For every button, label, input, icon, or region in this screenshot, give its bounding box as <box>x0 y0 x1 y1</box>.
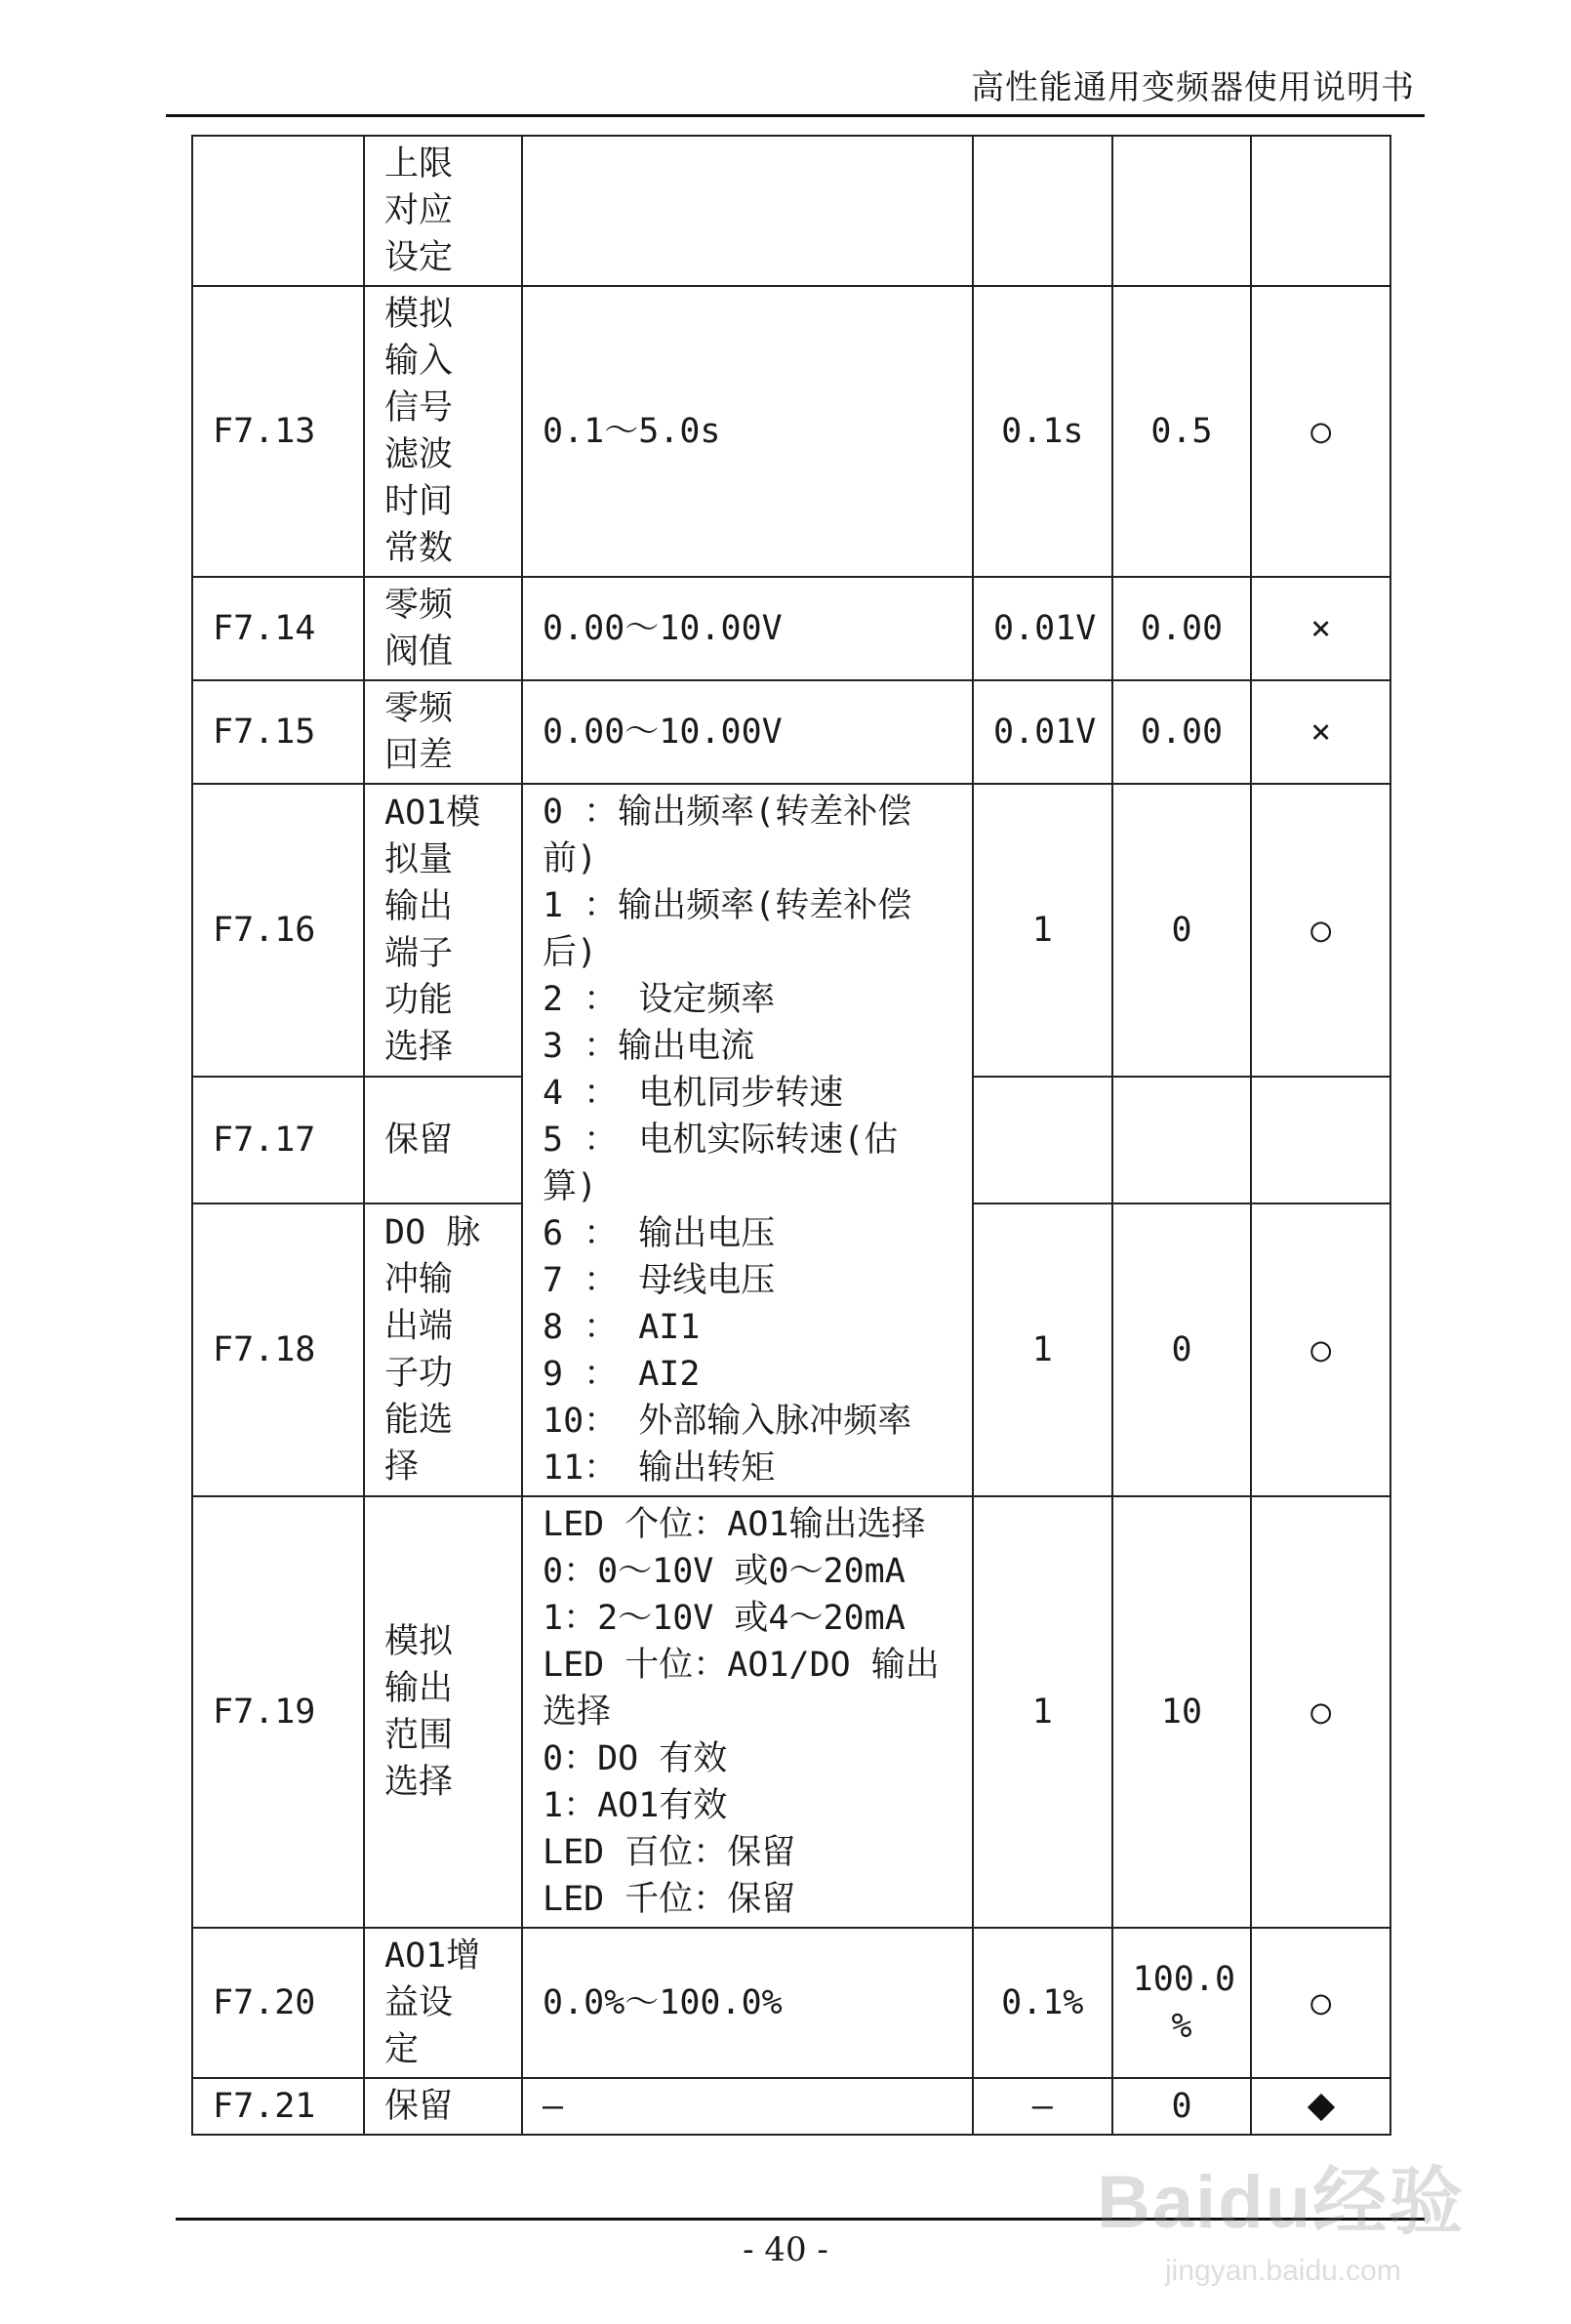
baidu-watermark <box>1097 2142 1487 2287</box>
parameter-table <box>191 135 1391 2136</box>
watermark-url: jingyan.baidu.com <box>1165 2255 1401 2287</box>
param-default <box>1112 2078 1252 2135</box>
param-unit <box>973 1077 1112 1203</box>
param-default <box>1112 784 1252 1077</box>
range-line: 0 ：输出频率(转差补偿 <box>543 793 912 832</box>
param-code: F7.19 <box>192 1496 364 1928</box>
range-line: LED 千位：保留 <box>543 1880 796 1919</box>
param-default-text: 100.0 % <box>1132 1960 1236 2046</box>
range-line: 1：AO1有效 <box>543 1786 728 1825</box>
range-line: 后) <box>543 933 598 972</box>
param-name <box>364 286 522 577</box>
param-name-text: 零频 阀值 <box>384 586 454 672</box>
page-number: - 40 - <box>743 2230 828 2269</box>
param-default-text: 0.5 <box>1150 412 1213 451</box>
param-name <box>364 136 522 286</box>
param-code: F7.20 <box>192 1928 364 2078</box>
param-default <box>1112 577 1252 680</box>
table-row <box>192 577 1390 680</box>
range-line: 0.0%～100.0% <box>543 1983 783 2022</box>
param-name-text: 零频 回差 <box>384 689 454 775</box>
param-name <box>364 1077 522 1203</box>
param-default-text: 0 <box>1171 911 1192 951</box>
param-name <box>364 1203 522 1496</box>
range-line: LED 百位：保留 <box>543 1833 796 1872</box>
param-unit: 0.1s <box>973 286 1112 577</box>
range-line: 7 ： 母线电压 <box>543 1261 776 1300</box>
range-line: 6 ： 输出电压 <box>543 1214 776 1253</box>
range-line: 0：DO 有效 <box>543 1739 728 1778</box>
param-range <box>522 286 973 577</box>
range-line: 算) <box>543 1167 598 1206</box>
param-code: F7.14 <box>192 577 364 680</box>
table-row <box>192 286 1390 577</box>
param-name-text: 模拟 输入 信号 滤波 时间 常数 <box>384 295 454 568</box>
param-unit: 1 <box>973 1496 1112 1928</box>
range-line: 0.1～5.0s <box>543 412 721 451</box>
param-range <box>522 577 973 680</box>
range-line: 1 ：输出频率(转差补偿 <box>543 886 912 925</box>
range-line: 4 ： 电机同步转速 <box>543 1074 844 1113</box>
param-range <box>522 136 973 286</box>
param-code: F7.15 <box>192 680 364 784</box>
param-modify <box>1251 1077 1390 1203</box>
range-line: LED 十位：AO1/DO 输出 <box>543 1646 940 1685</box>
param-unit: 0.01V <box>973 577 1112 680</box>
param-code: F7.18 <box>192 1203 364 1496</box>
param-default <box>1112 286 1252 577</box>
param-default-text: 10 <box>1160 1692 1203 1732</box>
param-default <box>1112 1928 1252 2078</box>
param-modify <box>1251 136 1390 286</box>
param-default <box>1112 1496 1252 1928</box>
diamond-icon <box>1308 2094 1335 2121</box>
param-default-text: 0 <box>1171 1329 1192 1369</box>
param-default-text: 0.00 <box>1140 713 1224 752</box>
param-unit <box>973 136 1112 286</box>
param-range <box>522 2078 973 2135</box>
param-name-text: DO 脉 冲输 出端 子功 能选 择 <box>384 1212 481 1487</box>
range-line: 前) <box>543 839 598 878</box>
param-default-text: 0 <box>1171 2087 1192 2126</box>
param-unit: 0.01V <box>973 680 1112 784</box>
range-line: — <box>543 2087 564 2126</box>
table-row <box>192 680 1390 784</box>
param-code: F7.21 <box>192 2078 364 2135</box>
param-range <box>522 1928 973 2078</box>
param-default <box>1112 136 1252 286</box>
param-modify: ○ <box>1251 1203 1390 1496</box>
param-name <box>364 2078 522 2135</box>
param-range-shared <box>522 784 973 1496</box>
table-row <box>192 1496 1390 1928</box>
param-unit: 1 <box>973 1203 1112 1496</box>
range-line: 0：0～10V 或0～20mA <box>543 1552 906 1591</box>
param-modify <box>1251 2078 1390 2135</box>
param-unit: 0.1% <box>973 1928 1112 2078</box>
header-divider <box>166 114 1425 117</box>
range-line: 0.00～10.00V <box>543 713 783 752</box>
range-line: 10： 外部输入脉冲频率 <box>543 1402 912 1441</box>
param-name-text: AO1模 拟量 输出 端子 功能 选择 <box>384 794 481 1068</box>
param-modify: ○ <box>1251 784 1390 1077</box>
range-line: 9 ： AI2 <box>543 1355 701 1394</box>
range-line: 5 ： 电机实际转速(估 <box>543 1121 899 1160</box>
watermark-brand: Baidu经验 <box>1097 2161 1466 2244</box>
range-line: 3 ：输出电流 <box>543 1027 755 1066</box>
param-default <box>1112 1077 1252 1203</box>
param-name-text: 保留 <box>384 1120 454 1160</box>
range-line: 2 ： 设定频率 <box>543 980 776 1019</box>
param-name-text: 上限 对应 设定 <box>384 144 454 277</box>
range-line: 1：2～10V 或4～20mA <box>543 1599 906 1638</box>
param-code: F7.13 <box>192 286 364 577</box>
document-header-title: 高性能通用变频器使用说明书 <box>971 68 1415 107</box>
param-name-text: 模拟 输出 范围 选择 <box>384 1622 454 1802</box>
param-default <box>1112 680 1252 784</box>
param-modify: ○ <box>1251 1496 1390 1928</box>
param-modify: × <box>1251 577 1390 680</box>
range-line: 11： 输出转矩 <box>543 1448 776 1488</box>
param-range <box>522 1496 973 1928</box>
param-range <box>522 680 973 784</box>
param-modify: × <box>1251 680 1390 784</box>
range-line: 选择 <box>543 1692 612 1732</box>
table-row <box>192 1928 1390 2078</box>
param-unit: — <box>973 2078 1112 2135</box>
param-name <box>364 577 522 680</box>
range-line: LED 个位：AO1输出选择 <box>543 1505 926 1544</box>
param-name-text: 保留 <box>384 2087 454 2126</box>
table-row <box>192 2078 1390 2135</box>
range-line: 0.00～10.00V <box>543 609 783 648</box>
param-modify: ○ <box>1251 1928 1390 2078</box>
param-code: F7.17 <box>192 1077 364 1203</box>
param-name <box>364 1496 522 1928</box>
param-name <box>364 1928 522 2078</box>
param-modify: ○ <box>1251 286 1390 577</box>
table-row <box>192 136 1390 286</box>
range-line: 8 ： AI1 <box>543 1308 701 1347</box>
param-default <box>1112 1203 1252 1496</box>
param-default-text: 0.00 <box>1140 609 1224 648</box>
table-row <box>192 784 1390 1077</box>
param-code <box>192 136 364 286</box>
param-name-text: AO1增 益设 定 <box>384 1937 481 2069</box>
param-unit: 1 <box>973 784 1112 1077</box>
param-name <box>364 784 522 1077</box>
param-name <box>364 680 522 784</box>
param-code: F7.16 <box>192 784 364 1077</box>
